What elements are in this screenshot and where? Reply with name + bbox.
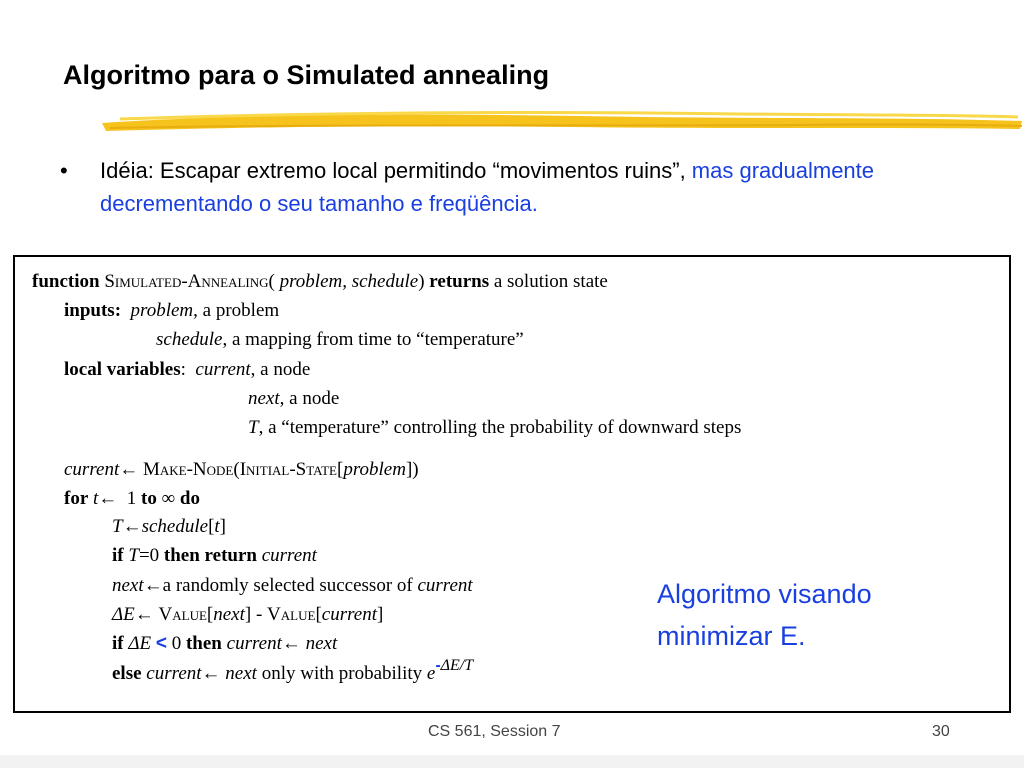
function-name: Simulated-Annealing <box>104 271 269 292</box>
var-T: T <box>112 516 123 537</box>
footer-course: CS 561, Session 7 <box>428 723 561 740</box>
bracket: ] <box>244 604 252 625</box>
then-return-keyword: then return <box>163 545 257 566</box>
algo-line-init <box>64 458 419 482</box>
algo-line-if-T-zero <box>112 544 317 568</box>
bullet-text-highlight: mas gradualmente decrementando o seu tamanho e freqüência. <box>100 158 875 216</box>
assign-arrow: ← <box>134 604 154 625</box>
arg-current: current <box>417 575 473 596</box>
bracket: [ <box>208 516 215 537</box>
algo-line-else <box>112 657 474 687</box>
local-variables-keyword: local variables <box>64 359 181 380</box>
do-keyword: do <box>179 488 200 509</box>
equals-zero: =0 <box>138 545 160 566</box>
bracket: [ <box>206 604 214 625</box>
minus-sign: - <box>251 604 268 625</box>
assign-arrow: ← <box>143 575 163 596</box>
paren: ( <box>268 271 275 292</box>
arg-t: t <box>214 516 220 537</box>
infinity-symbol: ∞ <box>161 488 176 509</box>
algo-line-local-vars <box>64 358 310 382</box>
algo-line-signature <box>32 270 608 294</box>
inputs-keyword: inputs: <box>64 300 122 321</box>
var-t: t <box>93 488 99 509</box>
returns-keyword: returns <box>429 271 490 292</box>
var-T: T <box>248 417 259 438</box>
less-than-symbol: < <box>155 633 167 654</box>
assign-arrow: ← <box>281 633 301 654</box>
var-problem: problem <box>130 300 194 321</box>
colon: : <box>180 359 186 380</box>
bottom-band <box>0 755 1024 768</box>
var-current: current <box>195 359 251 380</box>
desc: only with probability <box>261 663 423 684</box>
algo-line-temperature <box>248 416 741 440</box>
desc: , a problem <box>193 300 280 321</box>
paren: ) <box>418 271 425 292</box>
assign-arrow: ← <box>122 516 142 537</box>
desc: a randomly selected successor of <box>162 575 413 596</box>
side-note <box>657 573 872 657</box>
return-desc: a solution state <box>489 271 608 292</box>
function-args: problem, schedule <box>274 271 419 292</box>
desc: , a node <box>279 388 340 409</box>
exponent-delta-e-over-T: ΔE/T <box>440 657 474 674</box>
then-keyword: then <box>185 633 222 654</box>
desc: , a “temperature” controlling the probability of downward steps <box>258 417 742 438</box>
side-note-line1: Algoritmo visando <box>657 579 872 609</box>
var-next: next <box>112 575 144 596</box>
var-schedule: schedule <box>156 329 223 350</box>
highlighter-underline <box>100 107 1024 135</box>
exp-base-e: e <box>426 663 436 684</box>
zero: 0 <box>171 633 182 654</box>
bracket: [ <box>336 459 344 480</box>
var-current: current <box>64 459 120 480</box>
algo-line-for <box>64 487 200 511</box>
algo-line-inputs <box>64 299 279 323</box>
fn-initial-state: Initial-State <box>239 459 337 480</box>
delta-e: ΔE <box>128 633 152 654</box>
delta-e: ΔE <box>112 604 135 625</box>
assign-arrow: ← <box>201 663 221 684</box>
algo-line-if-delta <box>112 632 337 656</box>
fn-value: Value <box>267 604 316 625</box>
assign-arrow: ← <box>98 488 118 509</box>
bullet-symbol: • <box>60 158 68 183</box>
exponent <box>435 657 473 674</box>
algo-line-delta-e <box>112 603 383 627</box>
return-current: current <box>261 545 317 566</box>
fn-make-node: Make-Node <box>142 459 234 480</box>
val-next: next <box>305 633 338 654</box>
if-keyword: if <box>112 633 124 654</box>
val-next: next <box>225 663 257 684</box>
slide-title: Algoritmo para o Simulated annealing <box>63 60 550 90</box>
var-current: current <box>226 633 282 654</box>
bullet-text <box>100 154 940 220</box>
side-note-line2: minimizar E. <box>657 621 806 651</box>
algo-line-schedule <box>156 328 524 352</box>
footer-page-number: 30 <box>932 723 950 740</box>
arg-next: next <box>213 604 245 625</box>
bracket: ] <box>219 516 226 537</box>
paren: ( <box>233 459 240 480</box>
bracket: [ <box>315 604 322 625</box>
var-next: next <box>248 388 280 409</box>
algo-line-T-update <box>112 515 226 539</box>
paren: ) <box>412 459 419 480</box>
to-keyword: to <box>141 488 157 509</box>
exponent-minus: - <box>435 657 441 674</box>
start-value: 1 <box>126 488 137 509</box>
arg-current: current <box>321 604 377 625</box>
fn-schedule: schedule <box>141 516 209 537</box>
else-keyword: else <box>112 663 142 684</box>
if-keyword: if <box>112 545 124 566</box>
desc: , a node <box>250 359 311 380</box>
arg-problem: problem <box>343 459 406 480</box>
bracket: ] <box>377 604 384 625</box>
assign-arrow: ← <box>119 459 139 480</box>
for-keyword: for <box>64 488 89 509</box>
bullet-text-main: Idéia: Escapar extremo local permitindo “movimentos ruins”, <box>100 158 692 183</box>
var-current: current <box>146 663 202 684</box>
function-keyword: function <box>32 271 100 292</box>
var-T: T <box>128 545 139 566</box>
desc: , a mapping from time to “temperature” <box>222 329 524 350</box>
bracket: ] <box>405 459 413 480</box>
algo-line-next <box>248 387 339 411</box>
fn-value: Value <box>158 604 207 625</box>
algo-line-next-select <box>112 574 473 598</box>
